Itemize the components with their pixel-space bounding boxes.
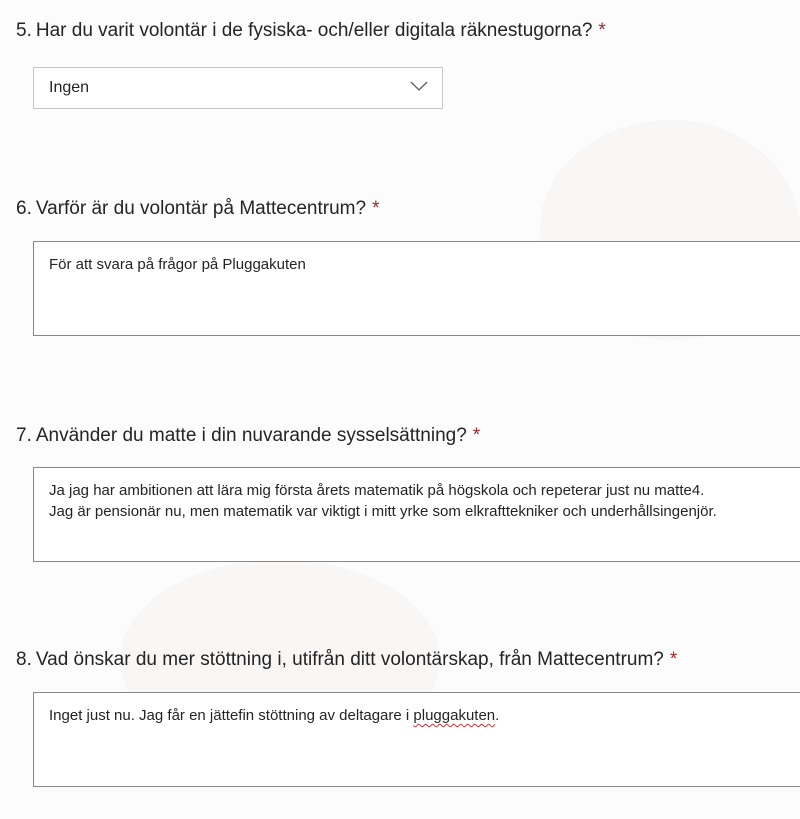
- question-5-title: [16, 19, 606, 43]
- required-marker: *: [669, 649, 678, 670]
- required-marker: *: [372, 198, 380, 219]
- question-text: Använder du matte i din nuvarande sysselsättning?: [35, 425, 467, 446]
- required-marker: *: [598, 20, 606, 41]
- question-8-title: [16, 648, 677, 672]
- question-7-title: [16, 424, 480, 448]
- answer-text-prefix: Inget just nu. Jag får en jättefin stöttning av deltagare i: [49, 707, 414, 724]
- question-number: 6.: [16, 198, 32, 219]
- question-8-answer-field[interactable]: [33, 692, 800, 787]
- answer-text: För att svara på frågor på Pluggakuten: [49, 256, 306, 273]
- question-6-title: [16, 197, 379, 221]
- question-number: 7.: [16, 425, 32, 446]
- answer-text-suffix: .: [495, 707, 500, 724]
- question-text: Vad önskar du mer stöttning i, utifrån ditt volontärskap, från Mattecentrum?: [35, 649, 664, 670]
- dropdown-selected-value: Ingen: [49, 79, 90, 96]
- question-number: 8.: [16, 649, 32, 670]
- question-text: Har du varit volontär i de fysiska- och/eller digitala räknestugorna?: [35, 20, 593, 41]
- question-5-dropdown[interactable]: [33, 67, 443, 109]
- question-7-answer-field[interactable]: [33, 467, 800, 562]
- answer-text: [49, 705, 792, 726]
- chevron-down-icon: [410, 80, 428, 92]
- question-text: Varför är du volontär på Mattecentrum?: [35, 198, 367, 219]
- answer-text: Ja jag har ambitionen att lära mig första årets matematik på högskola och repeterar just nu matte4. Jag är pensionär nu, men matematik var viktigt i mitt yrke som elkrafttekniker och underhållsingenjör.: [49, 482, 717, 520]
- question-number: 5.: [16, 20, 32, 41]
- question-6-answer-field[interactable]: [33, 241, 800, 336]
- required-marker: *: [472, 425, 481, 446]
- misspelled-word[interactable]: pluggakuten: [413, 707, 496, 724]
